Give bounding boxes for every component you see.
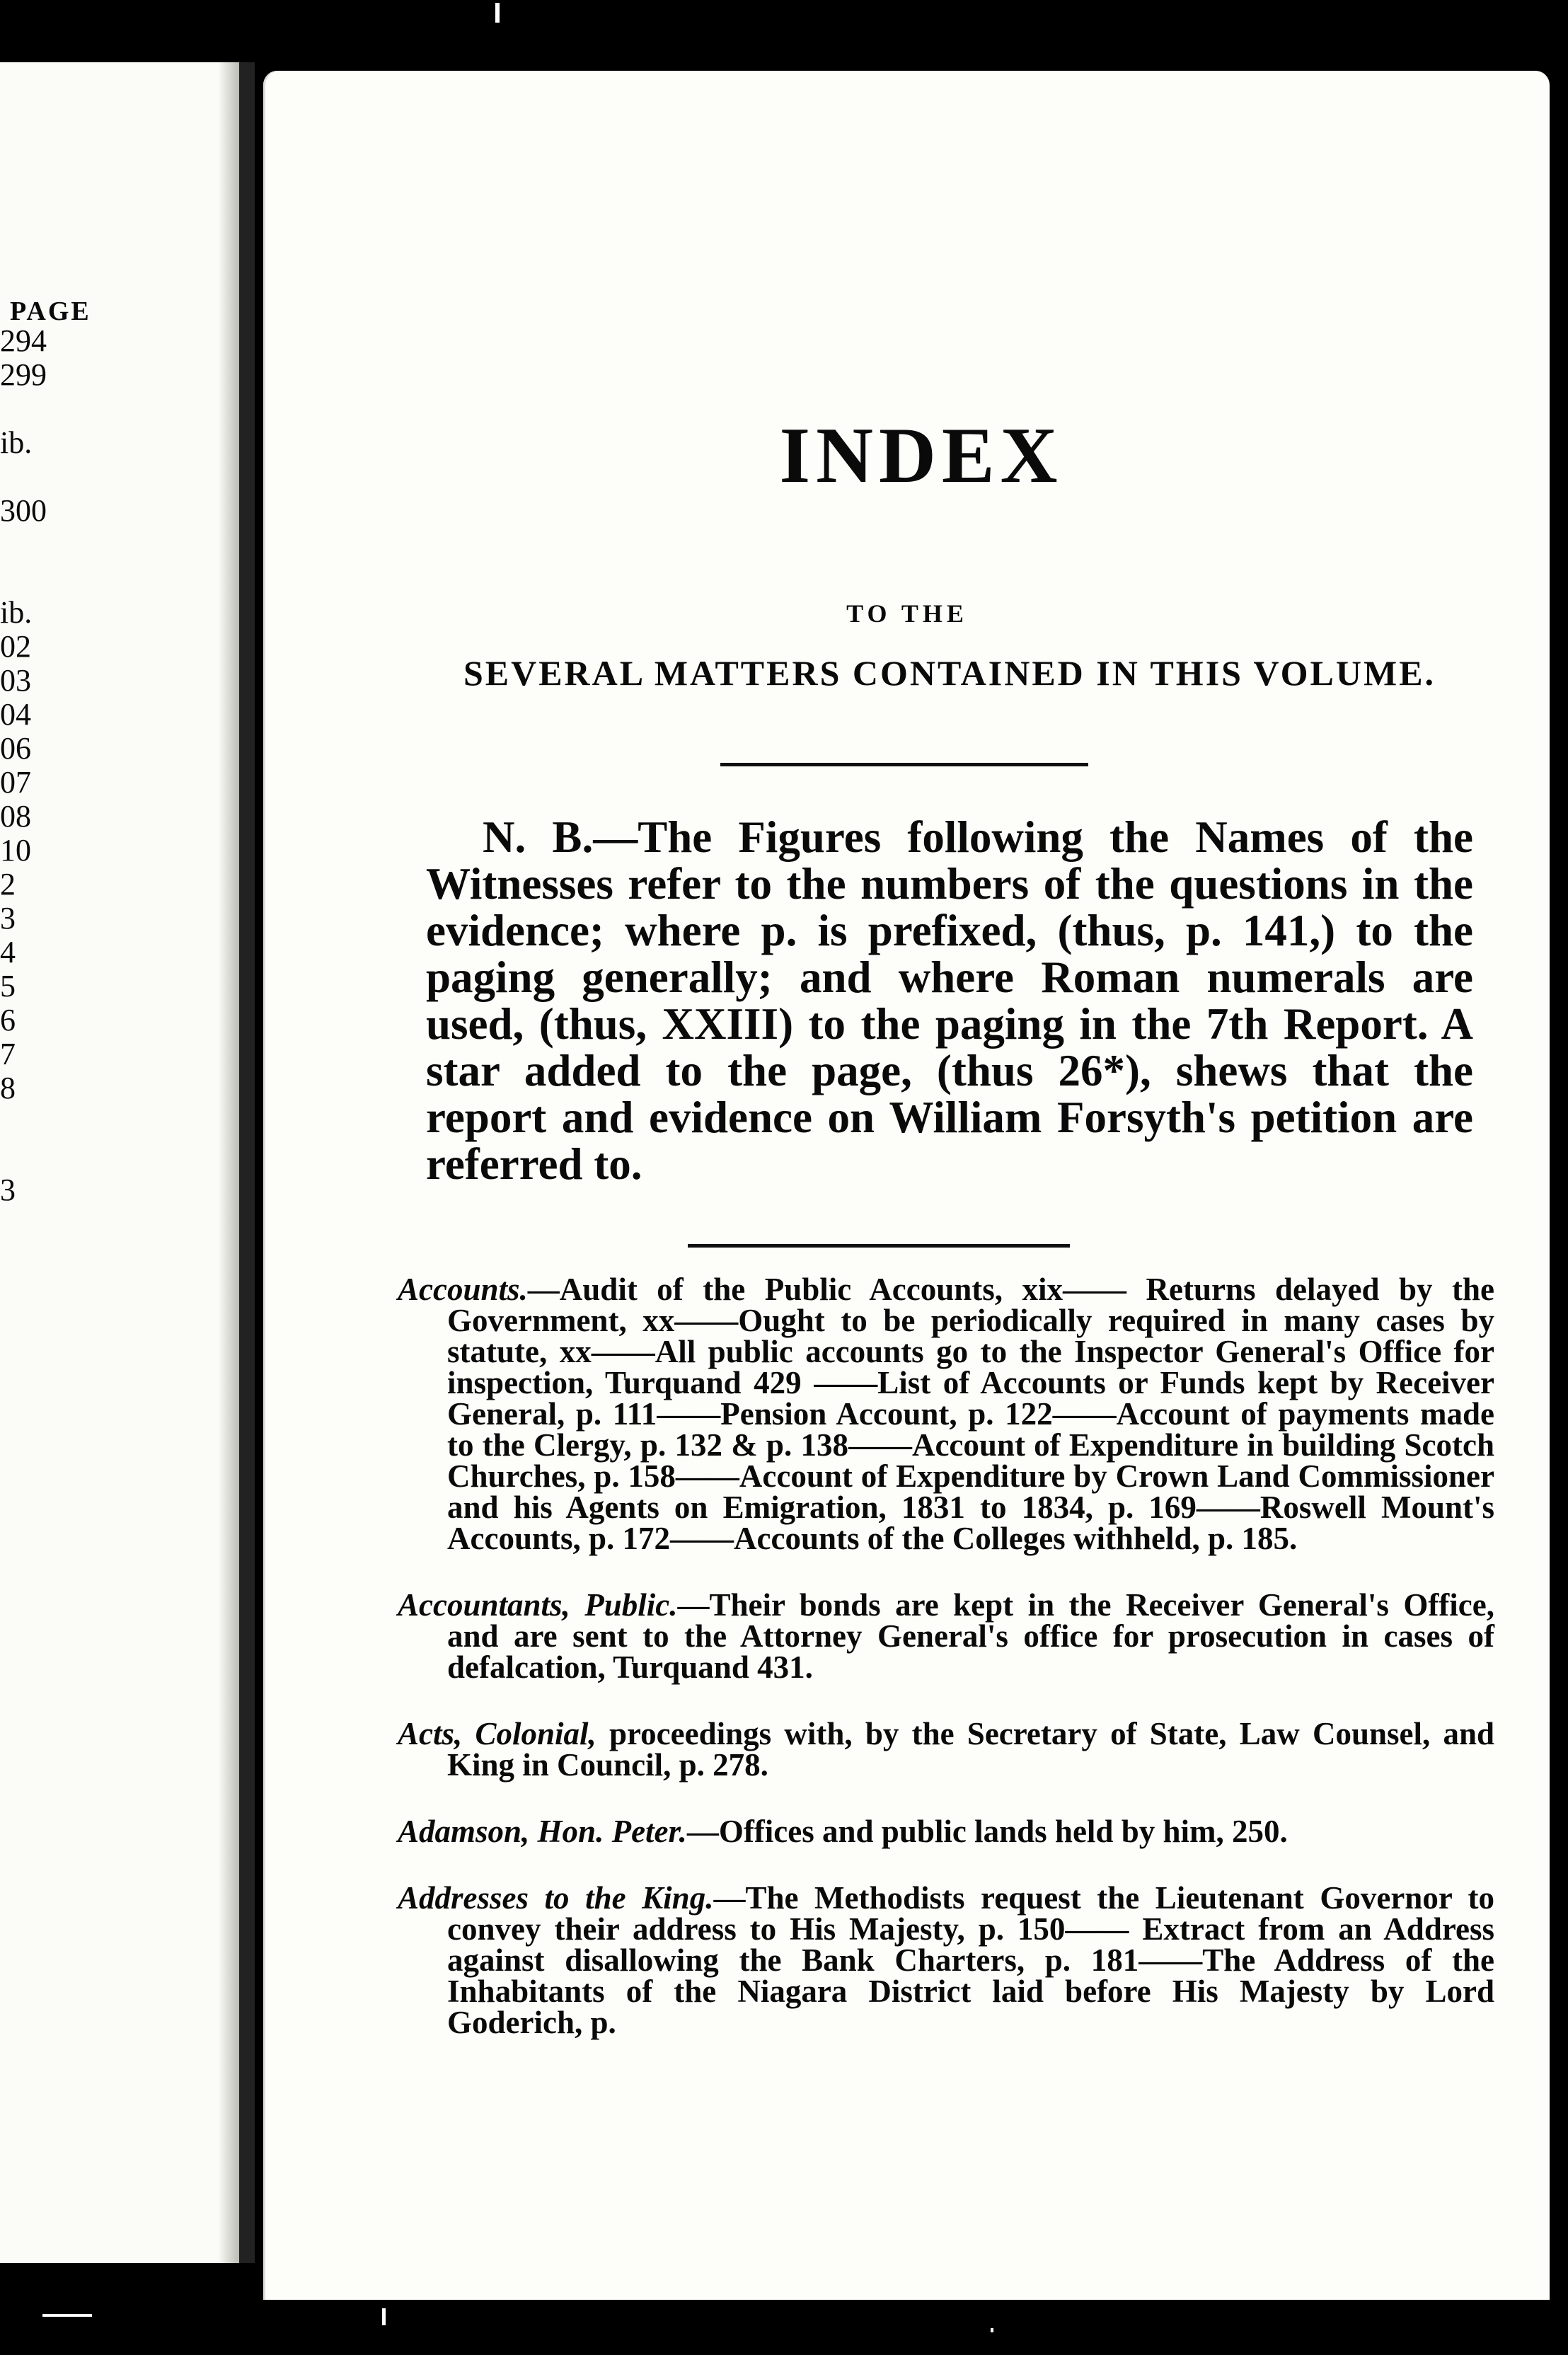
page-title: INDEX [779,412,1063,500]
page-number: 02 [0,629,31,664]
page-number: 5 [0,969,16,1003]
page-number: 07 [0,765,31,800]
scan-speck [42,2314,92,2317]
title-connector: TO THE [846,599,968,628]
nb-note: N. B.—The Figures following the Names of the Witnesses refer to the numbers of the questions in the evidence; where p. is prefixed, (thus, p. 141,) to the paging generally; and where Roman numerals are used, (thus, XXIII) to the paging in the 7th Report. A star added to the page, (thus 26*), shews that the report and evidence on William Forsyth's petition are referred to. [426,812,1473,1189]
entry-heading: Acts, Colonial, [398,1716,596,1751]
page-number: 299 [0,357,47,392]
page-number: 3 [0,1173,16,1207]
entry-body: proceedings with, by the Secretary of State, Law Counsel, and King in Council, p. 278. [447,1716,1495,1783]
divider-rule [688,1244,1070,1248]
page-number: 06 [0,731,31,766]
page-number: 7 [0,1037,16,1071]
page-number: 8 [0,1071,16,1105]
page-number: ib. [0,425,33,460]
scan-speck [991,2328,993,2332]
scan-speck [495,3,500,23]
entry-heading: Addresses to the King. [398,1880,714,1916]
entry-heading: Accounts. [398,1272,528,1307]
index-entry [398,1716,1495,1783]
entry-heading: Adamson, Hon. Peter. [398,1814,687,1849]
index-entry [398,1589,1494,1683]
left-facing-page [0,62,255,2263]
entry-body: —The Methodists request the Lieutenant Governor to convey their address to His Majesty, p. 150—— Extract from an Address against disallowing the Bank Charters, p. 181——The Address of the Inhabitants of the Niagara District laid before His Majesty by Lord Goderich, p. [447,1880,1495,2040]
page-gutter [218,62,239,2263]
page-number: 10 [0,833,31,868]
entry-body: —Their bonds are kept in the Receiver General's Office, and are sent to the Attorney General's office for prosecution in cases of defalcation, Turquand 431. [447,1587,1494,1685]
page-number: 6 [0,1003,16,1037]
page-number: 4 [0,935,16,969]
scan-speck [382,2308,386,2325]
index-page [263,71,1550,2300]
index-entry [398,1816,1494,1847]
page-number: ib. [0,595,33,630]
divider-rule [720,763,1088,766]
entry-heading: Accountants, Public. [398,1587,678,1623]
entry-body: —Offices and public lands held by him, 250. [686,1814,1288,1849]
page-number: 2 [0,867,16,902]
page-number: 03 [0,663,31,698]
page-number: 3 [0,901,16,935]
entry-body: —Audit of the Public Accounts, xix—— Returns delayed by the Government, xx——Ought to be periodically required in many cases by statute, xx——All public accounts go to the Inspector General's Office for inspection, Turquand 429 ——List of Accounts or Funds kept by Receiver General, p. 111——Pension Account, p. 122——Account of payments made to the Clergy, p. 132 & p. 138——Account of Expenditure in building Scotch Churches, p. 158——Account of Expenditure by Crown Land Commissioner and his Agents on Emigration, 1831 to 1834, p. 169——Roswell Mount's Accounts, p. 172——Accounts of the Colleges withheld, p. 185. [447,1272,1494,1556]
page-number: 08 [0,799,31,834]
page-subtitle: SEVERAL MATTERS CONTAINED IN THIS VOLUME. [463,653,1436,693]
left-page-numbers [0,324,47,1207]
left-page-header: PAGE [10,296,91,326]
index-entries [398,1274,1494,2073]
index-entry [398,1274,1494,1554]
index-entry [398,1882,1494,2038]
page-number: 04 [0,697,31,732]
page-number: 300 [0,493,47,528]
page-number: 294 [0,323,47,358]
